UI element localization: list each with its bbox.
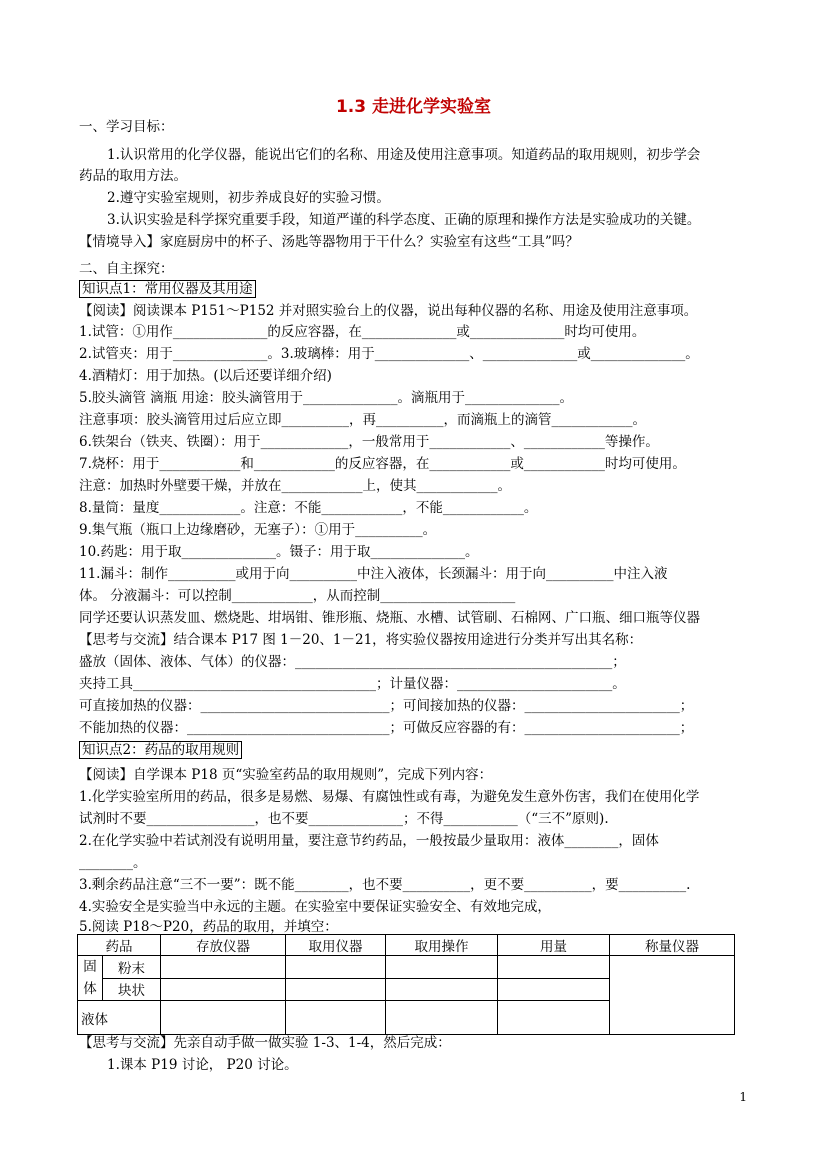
solid-label: 固 体 [78, 956, 103, 1001]
text-line: 5.胶头滴管 滴瓶 用途：胶头滴管用于______________。滴瓶用于______________。 [79, 390, 573, 406]
table-cell[interactable] [286, 956, 386, 979]
reagent-table [77, 934, 735, 1035]
text-line: 二、自主探究： [79, 261, 174, 277]
table-header: 存放仪器 [161, 935, 286, 956]
text-line: 2.试管夹：用于______________。3.玻璃棒：用于______________、______________或______________。 [79, 346, 699, 362]
table-header: 取用仪器 [286, 935, 386, 956]
table-cell[interactable] [161, 978, 286, 1001]
text-line: 1.试管：①用作______________的反应容器，在______________或______________时均可使用。 [79, 324, 646, 340]
table-cell[interactable] [386, 956, 498, 979]
text-line: 【阅读】阅读课本 P151～P152 并对照实验台上的仪器，说出每种仪器的名称、用途及使用注意事项。 [79, 303, 698, 319]
text-line: 4.实验安全是实验当中永远的主题。在实验室中要保证实验安全、有效地完成， [79, 899, 551, 915]
text-line: 盛放（固体、液体、气体）的仪器：_______________________________________________； [79, 654, 626, 670]
table-cell[interactable] [386, 978, 498, 1001]
page-number: 1 [739, 1090, 747, 1104]
text-line: 9.集气瓶（瓶口上边缘磨砂，无塞子）：①用于__________。 [79, 522, 437, 538]
table-header: 取用操作 [386, 935, 498, 956]
text-line: 【思考与交流】结合课本 P17 图 1－20、1－21，将实验仪器按用途进行分类并写出其名称： [79, 632, 643, 648]
text-line: 注意事项：胶头滴管用过后应立即__________，再__________，而滴瓶上的滴管____________。 [79, 412, 646, 428]
text-line: 可直接加热的仪器：____________________________；可间接加热的仪器：_______________________； [79, 698, 694, 714]
text-line: 2.在化学实验中若试剂没有说明用量，要注意节约药品，一般按最少量取用：液体________，固体 [79, 833, 659, 849]
table-cell[interactable] [161, 956, 286, 979]
text-line: 3.剩余药品注意“三不一要”：既不能________，也不要__________，更不要__________，要__________. [79, 877, 691, 893]
text-line: 7.烧杯：用于____________和____________的反应容器，在____________或____________时均可使用。 [79, 456, 686, 472]
section-heading [79, 741, 242, 759]
text-line: 1.课本 P19 讨论， P20 讨论。 [107, 1057, 298, 1073]
table-header-row [78, 935, 735, 956]
text-line: 10.药匙：用于取______________。镊子：用于取______________。 [79, 544, 479, 560]
table-cell: 粉末 [103, 956, 161, 979]
table-header: 称量仪器 [610, 935, 735, 956]
table-cell: 液体 [78, 1001, 161, 1035]
table-header: 药品 [78, 935, 161, 956]
table-cell[interactable] [498, 956, 610, 979]
text-line: 体。 分液漏斗：可以控制____________，从而控制____________________ [79, 588, 516, 604]
text-line: 药品的取用方法。 [79, 168, 187, 184]
text-line: 【思考与交流】先亲自动手做一做实验 1-3、1-4，然后完成： [79, 1035, 451, 1051]
section-heading [79, 280, 256, 298]
text-line: 【阅读】自学课本 P18 页“实验室药品的取用规则”，完成下列内容： [79, 767, 493, 783]
text-line: 不能加热的仪器：______________________________；可做反应容器的有：_______________________； [79, 720, 694, 736]
text-line: 试剂时不要________________，也不要______________；不得___________（“三不”原则). [79, 811, 609, 827]
text-line: 同学还要认识蒸发皿、燃烧匙、坩埚钳、锥形瓶、烧瓶、水槽、试管刷、石棉网、广口瓶、细口瓶等仪器 [79, 610, 700, 626]
table-cell[interactable] [610, 956, 735, 1035]
table-row [78, 956, 735, 979]
table-cell[interactable] [498, 978, 610, 1001]
section-heading-label: 知识点1：常用仪器及其用途 [79, 280, 256, 298]
text-line: 注意：加热时外壁要干燥，并放在____________上，使其____________。 [79, 478, 511, 494]
text-line: 2.遵守实验室规则，初步养成良好的实验习惯。 [107, 190, 390, 206]
text-line: 3.认识实验是科学探究重要手段，知道严谨的科学态度、正确的原理和操作方法是实验成功的关键。 [107, 212, 701, 228]
text-line: 8.量筒：量度____________。注意：不能____________，不能____________。 [79, 500, 538, 516]
table-cell[interactable] [386, 1001, 498, 1035]
page-title: 1.3 走进化学实验室 [335, 97, 492, 117]
text-line: 4.酒精灯：用于加热。(以后还要详细介绍) [79, 368, 332, 384]
text-line: 11.漏斗：制作__________或用于向__________中注入液体，长颈漏斗：用于向__________中注入液 [79, 566, 668, 582]
text-line: 夹持工具____________________________________；计量仪器：_______________________。 [79, 676, 626, 692]
text-line: 一、学习目标： [79, 119, 174, 135]
text-line: 1.化学实验室所用的药品，很多是易燃、易爆、有腐蚀性或有毒，为避免发生意外伤害，我们在使用化学 [79, 789, 700, 805]
table-header: 用量 [498, 935, 610, 956]
text-line: 1.认识常用的化学仪器，能说出它们的名称、用途及使用注意事项。知道药品的取用规则，初步学会 [107, 147, 701, 163]
text-line: 6.铁架台（铁夹、铁圈）：用于_____________，一般常用于____________、____________等操作。 [79, 434, 659, 450]
table-cell[interactable] [161, 1001, 286, 1035]
text-line: 【情境导入】家庭厨房中的杯子、汤匙等器物用于干什么？实验室有这些“工具”吗？ [79, 234, 579, 250]
table-cell[interactable] [286, 1001, 386, 1035]
table-cell: 块状 [103, 978, 161, 1001]
table-cell[interactable] [286, 978, 386, 1001]
text-line: ________。 [79, 855, 147, 871]
table-cell[interactable] [498, 1001, 610, 1035]
section-heading-label: 知识点2：药品的取用规则 [79, 741, 242, 759]
text-line: 5.阅读 P18～P20，药品的取用，并填空： [79, 919, 338, 935]
